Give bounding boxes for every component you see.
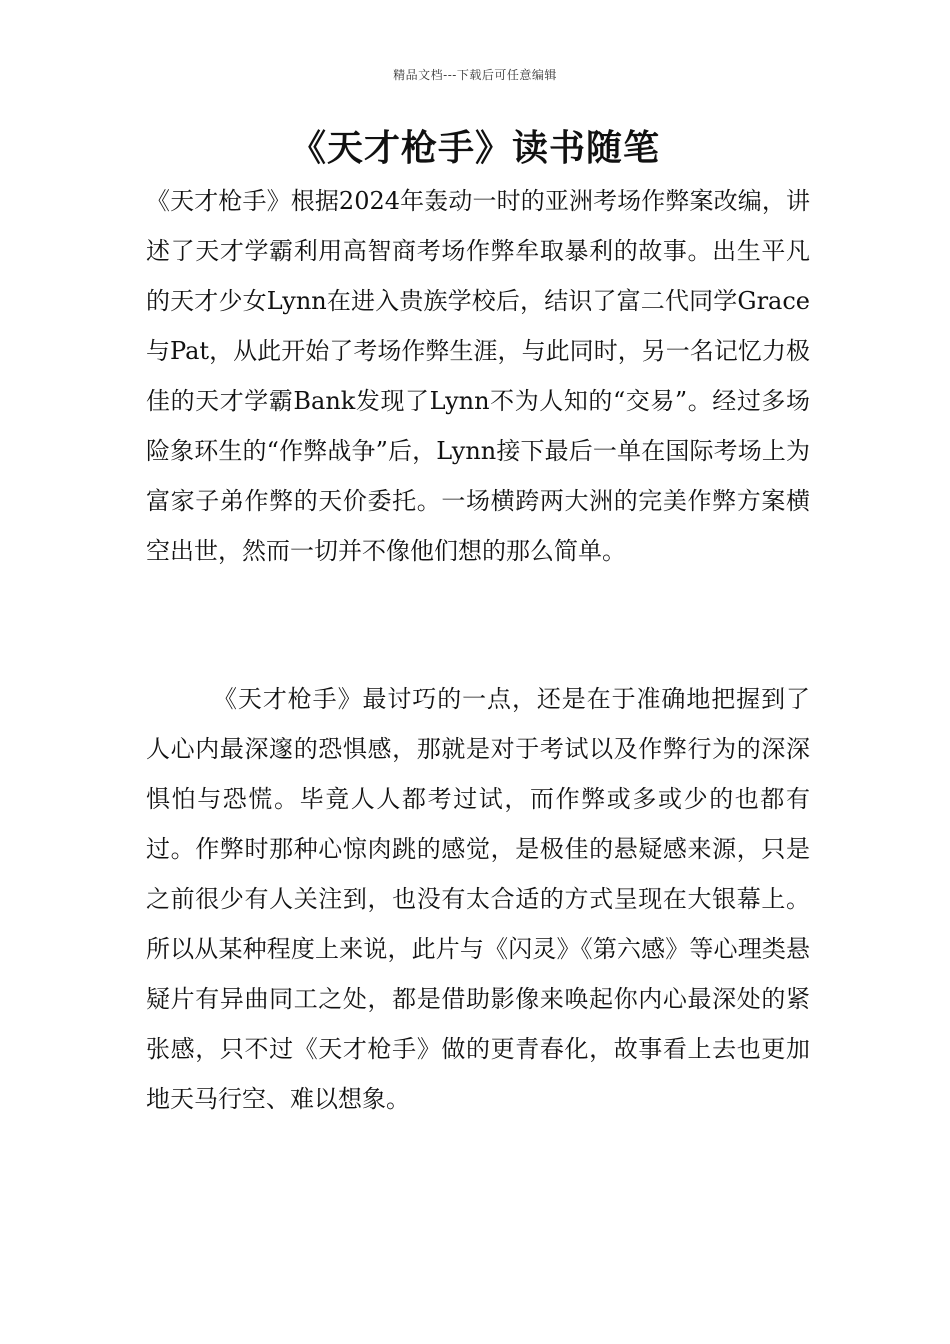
paragraph-summary: 《天才枪手》根据2024年轰动一时的亚洲考场作弊案改编，讲述了天才学霸利用高智商考场作弊牟取暴利的故事。出生平凡的天才少女Lynn在进入贵族学校后，结识了富二代同学Grace与Pat，从此开始了考场作弊生涯，与此同时，另一名记忆力极佳的天才学霸Bank发现了Lynn不为人知的“交易”。经过多场险象环生的“作弊战争”后，Lynn接下最后一单在国际考场上为富家子弟作弊的天价委托。一场横跨两大洲的完美作弊方案横空出世，然而一切并不像他们想的那么简单。 (146, 187, 810, 565)
paragraph-commentary: 《天才枪手》最讨巧的一点，还是在于准确地把握到了人心内最深邃的恐惧感，那就是对于考试以及作弊行为的深深惧怕与恐慌。毕竟人人都考过试，而作弊或多或少的也都有过。作弊时那种心惊肉跳的感觉，是极佳的悬疑感来源，只是之前很少有人关注到，也没有太合适的方式呈现在大银幕上。所以从某种程度上来说，此片与《闪灵》《第六感》等心理类悬疑片有异曲同工之处，都是借助影像来唤起你内心最深处的紧张感，只不过《天才枪手》做的更青春化，故事看上去也更加地天马行空、难以想象。 (146, 685, 810, 1113)
document-title: 《天才枪手》读书随笔 (289, 127, 660, 169)
header-note: 精品文档---下载后可任意编辑 (393, 68, 557, 82)
